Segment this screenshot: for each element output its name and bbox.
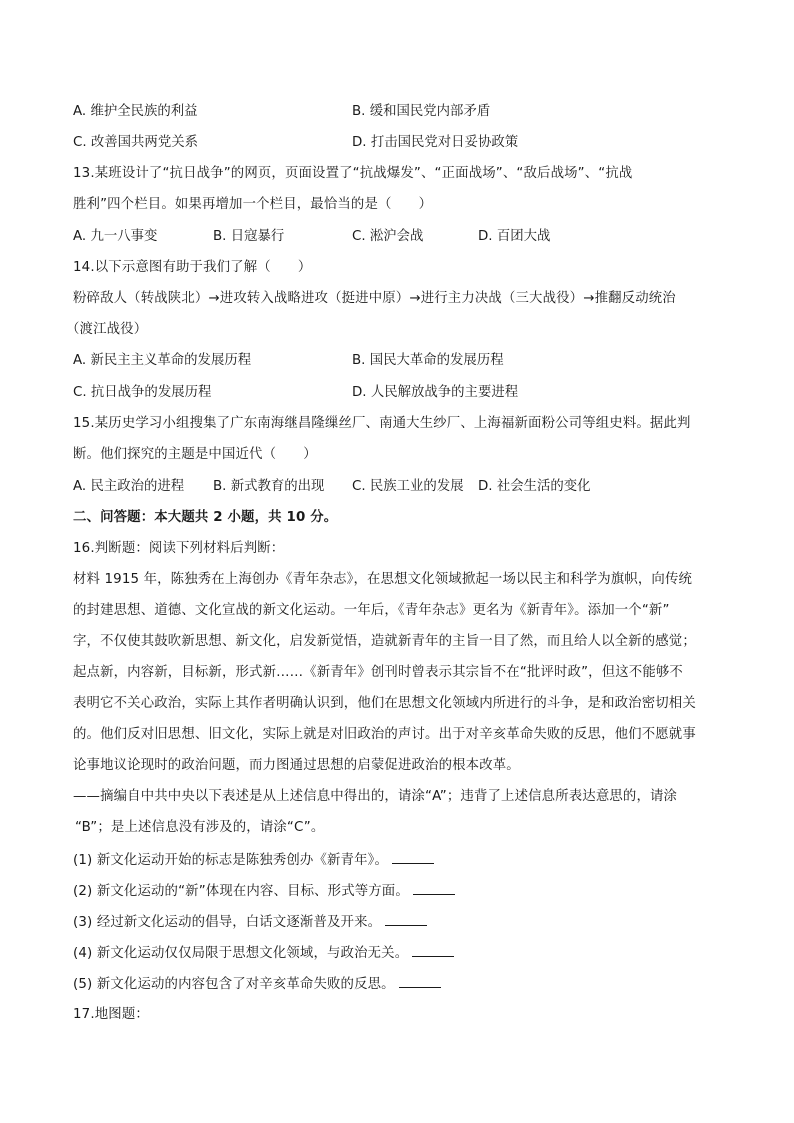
section2-heading: 二、问答题：本大题共 2 小题，共 10 分。 — [73, 510, 338, 525]
q17-stem: 17.地图题： — [73, 1007, 149, 1022]
q16-material-line: 的封建思想、道德、文化宣战的新文化运动。一年后，《青年杂志》更名为《新青年》。添加一个“新” — [73, 603, 670, 618]
q12-option-d: D. 打击国民党对日妥协政策 — [352, 135, 519, 150]
answer-blank[interactable] — [399, 973, 441, 988]
q16-material-line: 起点新，内容新，目标新，形式新……《新青年》创刊时曾表示其宗旨不在“批评时政”，但这不能够不 — [73, 665, 683, 680]
q15-stem-line2: 断。他们探究的主题是中国近代（ ） — [73, 447, 317, 462]
q14-option-a: A. 新民主主义革命的发展历程 — [73, 353, 252, 368]
answer-blank[interactable] — [392, 849, 434, 864]
q14-option-d: D. 人民解放战争的主要进程 — [352, 385, 519, 400]
q14-diagram-line1: 粉碎敌人（转战陕北）→进攻转入战略进攻（挺进中原）→进行主力决战（三大战役）→推翻反动统治 — [73, 291, 676, 306]
q12-option-a: A. 维护全民族的利益 — [73, 104, 198, 119]
q15-option-b: B. 新式教育的出现 — [213, 479, 325, 494]
q14-option-b: B. 国民大革命的发展历程 — [352, 353, 504, 368]
q16-material-line: 字，不仅使其鼓吹新思想、新文化，启发新觉悟，造就新青年的主旨一目了然，而且给人以全新的感觉； — [73, 634, 696, 649]
q13-option-c: C. 淞沪会战 — [352, 229, 424, 244]
q13-stem-line2: 胜利”四个栏目。如果再增加一个栏目，最恰当的是（ ） — [73, 197, 433, 212]
q16-item-text: (1) 新文化运动开始的标志是陈独秀创办《新青年》。 — [73, 853, 389, 868]
q15-stem-line1: 15.某历史学习小组搜集了广东南海继昌隆缫丝厂、南通大生纱厂、上海福新面粉公司等组史料。据此判 — [73, 416, 691, 431]
q16-item-1 — [73, 849, 434, 871]
answer-blank[interactable] — [385, 911, 427, 926]
q16-item-text: (3) 经过新文化运动的倡导，白话文逐渐普及开来。 — [73, 915, 382, 930]
q16-item-text: (5) 新文化运动的内容包含了对辛亥革命失败的反思。 — [73, 977, 395, 992]
q12-option-b: B. 缓和国民党内部矛盾 — [352, 104, 491, 119]
answer-blank[interactable] — [413, 880, 455, 895]
q14-option-c: C. 抗日战争的发展历程 — [73, 385, 212, 400]
q16-material-line: 论事地议论现时的政治问题，而力图通过思想的启蒙促进政治的根本改革。 — [73, 758, 520, 773]
q16-source-line2: “B”；是上述信息没有涉及的，请涂“C”。 — [75, 820, 325, 835]
q12-option-c: C. 改善国共两党关系 — [73, 135, 198, 150]
q13-option-b: B. 日寇暴行 — [213, 229, 285, 244]
q15-option-c: C. 民族工业的发展 — [352, 479, 464, 494]
q15-option-a: A. 民主政治的进程 — [73, 479, 185, 494]
q16-material-line: 材料 1915 年，陈独秀在上海创办《青年杂志》，在思想文化领域掀起一场以民主和科学为旗帜，向传统 — [73, 572, 693, 587]
q16-material-line: 表明它不关心政治，实际上其作者明确认识到，他们在思想文化领域内所进行的斗争，是和政治密切相关 — [73, 696, 696, 711]
q13-option-d: D. 百团大战 — [478, 229, 551, 244]
q16-stem: 16.判断题：阅读下列材料后判断： — [73, 541, 285, 556]
q14-stem: 14.以下示意图有助于我们了解（ ） — [73, 260, 312, 275]
answer-blank[interactable] — [412, 942, 454, 957]
q14-diagram-line2: （渡江战役） — [66, 322, 148, 337]
q16-material-line: 的。他们反对旧思想、旧文化，实际上就是对旧政治的声讨。出于对辛亥革命失败的反思，他们不愿就事 — [73, 727, 696, 742]
q16-item-text: (2) 新文化运动的“新”体现在内容、目标、形式等方面。 — [73, 884, 409, 899]
q16-item-4 — [73, 942, 454, 964]
q16-item-2 — [73, 880, 455, 902]
q16-item-5 — [73, 973, 441, 995]
q16-item-text: (4) 新文化运动仅仅局限于思想文化领域，与政治无关。 — [73, 946, 409, 961]
q16-item-3 — [73, 911, 427, 933]
q16-source-line1: ——摘编自中共中央以下表述是从上述信息中得出的，请涂“A”；违背了上述信息所表达意思的，请涂 — [73, 789, 678, 804]
q13-stem-line1: 13.某班设计了“抗日战争”的网页，页面设置了“抗战爆发”、“正面战场”、“敌后战场”、“抗战 — [73, 166, 633, 181]
q15-option-d: D. 社会生活的变化 — [478, 479, 591, 494]
q13-option-a: A. 九一八事变 — [73, 229, 158, 244]
